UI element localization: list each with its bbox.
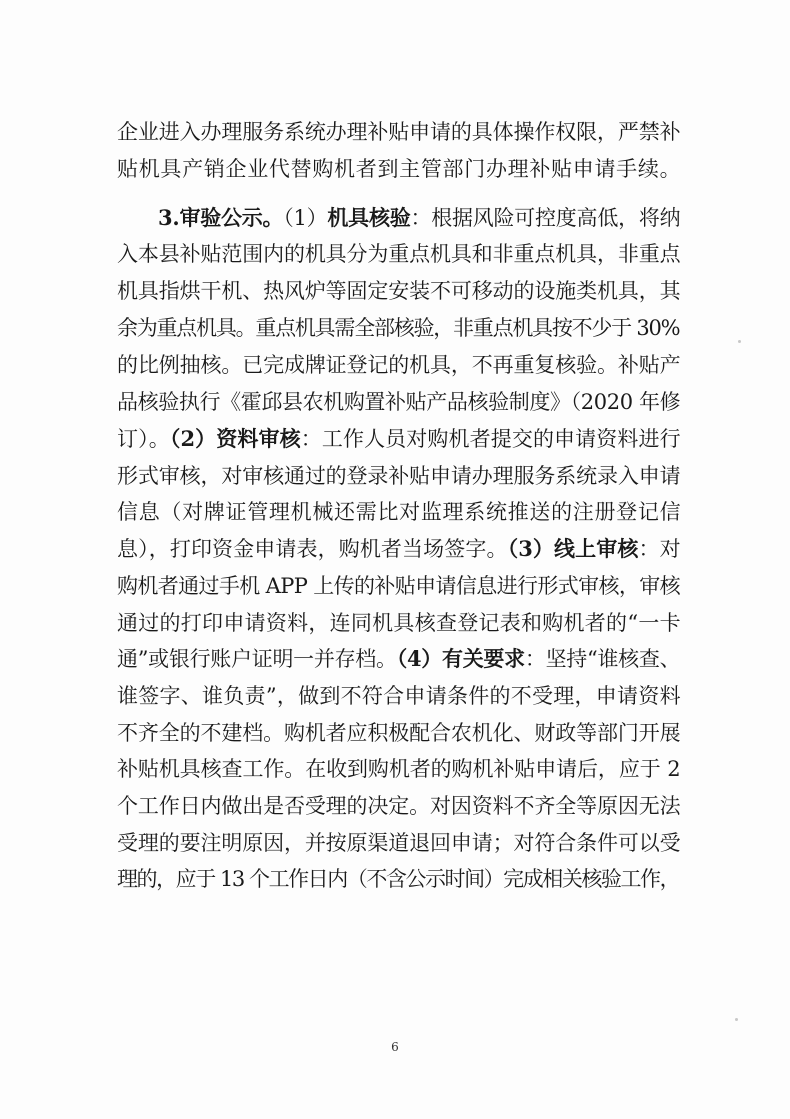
text-run: 的比例抽核。已完成牌证登记的机具，不再重复核验。补贴产 xyxy=(117,353,681,377)
text-line xyxy=(117,314,679,342)
text-run: 信息（对牌证管理机械还需比对监理系统推送的注册登记信 xyxy=(117,500,682,524)
text-run: 订）。 xyxy=(117,427,170,451)
bold-heading-run: 机具核验 xyxy=(327,205,411,230)
bold-heading-run: （4）有关要求 xyxy=(396,646,525,671)
text-line xyxy=(117,535,681,563)
text-line xyxy=(117,719,680,747)
text-line xyxy=(117,829,680,857)
scan-speck xyxy=(735,1018,738,1021)
text-line xyxy=(117,572,680,600)
text-line xyxy=(117,865,679,893)
text-line xyxy=(117,277,680,305)
bold-heading-run: 3.审验公示。 xyxy=(158,205,284,230)
text-run: 通过的打印申请资料，连同机具核查登记表和购机者的“一卡 xyxy=(117,611,681,635)
text-run: 品核验执行《霍邱县农机购置补贴产品核验制度》（2020 年修 xyxy=(117,390,681,414)
scan-speck xyxy=(738,340,741,343)
text-run: 入本县补贴范围内的机具分为重点机具和非重点机具，非重点 xyxy=(117,242,681,266)
text-line xyxy=(117,755,681,783)
text-run: 贴机具产销企业代替购机者到主管部门办理补贴申请手续。 xyxy=(117,157,682,181)
text-line xyxy=(117,240,680,268)
text-line xyxy=(117,462,680,490)
text-line xyxy=(117,118,680,146)
text-run: 息），打印资金申请表，购机者当场签字。 xyxy=(117,537,508,561)
text-run: 不齐全的不建档。购机者应积极配合农机化、财政等部门开展 xyxy=(117,721,681,745)
text-run: 个工作日内做出是否受理的决定。对因资料不齐全等原因无法 xyxy=(117,794,681,818)
text-run: 受理的要注明原因，并按原渠道退回申请；对符合条件可以受 xyxy=(117,831,681,855)
text-line xyxy=(158,204,680,232)
text-run: 形式审核，对审核通过的登录补贴申请办理服务系统录入申请 xyxy=(117,464,681,488)
bold-heading-run: （3）线上审核 xyxy=(507,536,639,561)
text-run: 购机者通过手机 APP 上传的补贴申请信息进行形式审核，审核 xyxy=(117,574,680,598)
text-line xyxy=(117,498,681,526)
text-line xyxy=(117,792,680,820)
text-line xyxy=(117,155,681,183)
bold-heading-run: （2）资料审核 xyxy=(169,426,301,451)
text-run: 余为重点机具。重点机具需全部核验，非重点机具按不少于 30% xyxy=(117,316,680,340)
text-line xyxy=(117,351,680,379)
text-run: ：工作人员对购机者提交的申请资料进行 xyxy=(300,427,681,451)
text-run: 通”或银行账户证明一并存档。 xyxy=(117,647,397,671)
text-line xyxy=(117,609,681,637)
text-line xyxy=(117,388,680,416)
text-run: 补贴机具核查工作。在收到购机者的购机补贴申请后，应于 2 xyxy=(117,757,681,781)
text-run: 理的，应于 13 个工作日内（不含公示时间）完成相关核验工作， xyxy=(117,867,680,891)
text-run: ：坚持“谁核查、 xyxy=(524,647,681,671)
page-number: 6 xyxy=(391,1040,399,1054)
text-run: 机具指烘干机、热风炉等固定安装不可移动的设施类机具，其 xyxy=(117,279,681,303)
text-run: ：根据风险可控度高低，将纳 xyxy=(410,206,681,230)
text-run: （1） xyxy=(283,206,328,230)
text-run: 谁签字、谁负责”，做到不符合申请条件的不受理，申请资料 xyxy=(117,684,681,708)
text-run: ：对 xyxy=(638,537,681,561)
text-run: 企业进入办理服务系统办理补贴申请的具体操作权限，严禁补 xyxy=(117,120,681,144)
text-line xyxy=(117,682,681,710)
text-line xyxy=(117,425,681,453)
text-line xyxy=(117,645,680,673)
